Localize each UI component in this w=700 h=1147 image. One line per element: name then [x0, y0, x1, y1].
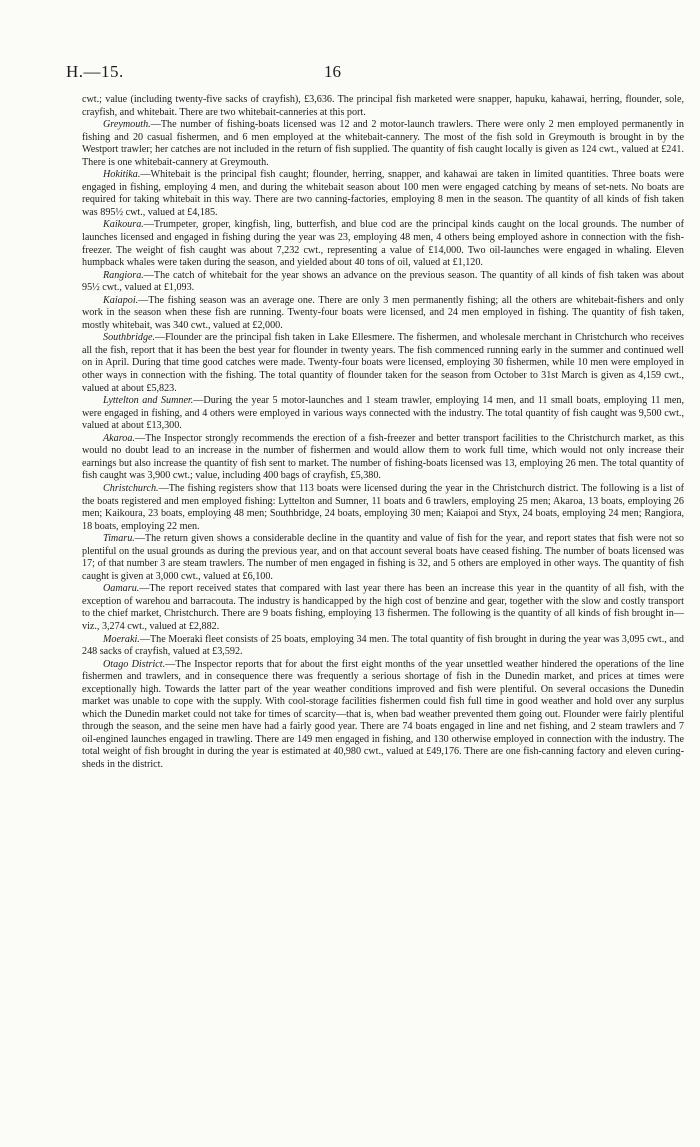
paragraph-text: —The return given shows a considerable decline in the quantity and value of fish for the year, and report states that fish were not so plentiful on the usual grounds as during the previous year, and on that account several boats have ceased fishing. The number of boats licensed was 17; of that number 3 are steam trawlers. The number of men engaged in fishing is 32, and 5 others are employed in other ways. The quantity of fish caught is given at 3,000 cwt., valued at £6,100.: [82, 533, 684, 582]
paragraph-lyttelton-sumner: [82, 395, 684, 433]
place-name: Oamaru.: [103, 583, 140, 595]
paragraph: [82, 94, 684, 119]
paragraph-text: —The Inspector strongly recommends the erection of a fish-freezer and better transport facilities to the Christchurch market, as this would no doubt lead to an increase in the number of fishermen and would allow them to work full time, which would not only increase their earnings but also increase the quantity of fish sent to market. The number of fishing-boats licensed was 13, employing 26 men. The total quantity of fish caught was 3,900 cwt.; value, including 400 bags of crayfish, £5,380.: [82, 432, 684, 482]
report-body: [82, 94, 684, 772]
paragraph-rangiora: [82, 270, 684, 295]
paragraph-text: —Trumpeter, groper, kingfish, ling, butterfish, and blue cod are the principal kinds caught on the local grounds. The number of launches licensed and engaged in fishing during the year was 23, employing 48 men, 4 others being employed ashore in connection with the fish-freezer. The weight of fish caught was about 7,232 cwt., representing a value of £14,000. Two oil-launches were engaged in whaling. Eleven humpback whales were taken during the season, and yielded about 40 tons of oil, valued at £1,120.: [82, 219, 684, 269]
paragraph-text: —Flounder are the principal fish taken in Lake Ellesmere. The fishermen, and wholesale merchant in Christchurch who receives all the fish, report that it has been the best year for flounder in twenty years. The fish commenced running early in the summer and continued well on in April. During that time good catches were made. Twenty-four boats were licensed, employing 30 fishermen, while 10 men were employed in other ways in connection with the fishing. The total quantity of flounder taken for the season from October to 31st March is given as 4,159 cwt., valued at about £5,823.: [82, 332, 684, 394]
place-name: Lyttelton and Sumner.: [103, 395, 194, 407]
paragraph-text: —During the year 5 motor-launches and 1 steam trawler, employing 14 men, and 11 small boats, employing 11 men, were engaged in fishing, and 4 others were employed in various ways connected with the industry. The total quantity of fish caught was 9,500 cwt., valued at about £13,300.: [82, 395, 684, 432]
place-name: Southbridge.: [103, 332, 156, 344]
paragraph-timaru: [82, 533, 684, 583]
place-name: Akaroa.: [103, 432, 135, 444]
paragraph-greymouth: [82, 119, 684, 169]
paragraph-text: —The catch of whitebait for the year shows an advance on the previous season. The quantity of all kinds of fish taken was about 95½ cwt., valued at £1,093.: [82, 269, 684, 294]
document-reference: H.—15.: [66, 62, 124, 81]
paragraph-moeraki: [82, 634, 684, 659]
place-name: Kaiapoi.: [103, 294, 139, 306]
place-name: Rangiora.: [103, 269, 144, 281]
place-name: Moeraki.: [103, 633, 140, 645]
place-name: Hokitika.: [103, 169, 141, 181]
page-header: [66, 62, 656, 84]
paragraph-otago-district: [82, 659, 684, 772]
paragraph-oamaru: [82, 583, 684, 633]
place-name: Christchurch.: [103, 482, 159, 494]
paragraph-kaikoura: [82, 219, 684, 269]
place-name: Timaru.: [103, 533, 135, 545]
paragraph-hokitika: [82, 169, 684, 219]
paragraph-text: —The Inspector reports that for about the first eight months of the year unsettled weather hindered the operations of the line fishermen and trawlers, and in consequence there was frequently a serious shortage of fish in the Dunedin market, and prices at times were exceptionally high. Towards the latter part of the year weather conditions improved and fish were plentiful. On several occasions the Dunedin market was unable to cope with the supply. With cool-storage facilities fishermen could fish full time in good weather and hold over any surplus which the Dunedin market could not take for times of scarcity—that is, when bad weather prevented them going out. Flounder were fairly plentiful through the season, and the seine men have had a fairly good year. There are 74 boats engaged in line and net fishing, and 2 steam trawlers and 7 oil-engined launches engaged in trawling. There are 149 men engaged in fishing, and 130 otherwise employed in connection with the industry. The total weight of fish brought in during the year is estimated at 40,980 cwt., valued at £49,176. There are one fish-canning factory and eleven curing-sheds in the district.: [82, 658, 684, 770]
paragraph-text: cwt.; value (including twenty-five sacks of crayfish), £3,636. The principal fish marketed were snapper, hapuku, kahawai, herring, flounder, sole, crayfish, and whitebait. There are two whitebait-canneries at this port.: [82, 94, 684, 118]
paragraph-text: —The fishing registers show that 113 boats were licensed during the year in the Christchurch district. The following is a list of the boats registered and men employed fishing: Lyttelton and Sumner, 11 boats and 6 trawlers, employing 25 men; Akaroa, 13 boats, employing 26 men; Kaikoura, 23 boats, employing 48 men; Southbridge, 24 boats, employing 30 men; Kaiapoi and Styx, 24 boats, employing 24 men; Rangiora, 18 boats, employing 22 men.: [82, 482, 684, 532]
paragraph-text: —Whitebait is the principal fish caught; flounder, herring, snapper, and kahawai are taken in limited quantities. Three boats were engaged in fishing, employing 4 men, and during the whitebait season about 100 men were engaged catching by means of set-nets. No boats are required for taking whitebait in this way. There are two canning-factories, employing 8 men in the season. The quantity of all kinds of fish taken was 895½ cwt., valued at £4,185.: [82, 169, 684, 218]
place-name: Kaikoura.: [103, 219, 144, 231]
paragraph-text: —The fishing season was an average one. There are only 3 men permanently fishing; all the others are whitebait-fishers and only work in the season when these fish are running. Twenty-four boats were licensed, and 24 men employed in fishing. The quantity of fish taken, mostly whitebait, was 340 cwt., valued at £2,000.: [82, 294, 684, 331]
paragraph-text: —The Moeraki fleet consists of 25 boats, employing 34 men. The total quantity of fish brought in during the year was 3,095 cwt., and 248 sacks of crayfish, valued at £3,592.: [82, 633, 684, 658]
paragraph-kaiapoi: [82, 295, 684, 333]
place-name: Greymouth.: [103, 119, 151, 131]
paragraph-text: —The number of fishing-boats licensed was 12 and 2 motor-launch trawlers. There were only 2 men employed permanently in fishing and 20 casual fishermen, and 6 men employed at the whitebait-cannery. The most of the fish sold in Greymouth is brought in by the Westport trawler; her catches are not included in the return of fish supplied. The quantity of fish caught locally is given as 124 cwt., valued at £241. There is one whitebait-cannery at Greymouth.: [82, 119, 684, 168]
paragraph-christchurch: [82, 483, 684, 533]
place-name: Otago District.: [103, 658, 166, 670]
paragraph-text: —The report received states that compared with last year there has been an increase this year in the quantity of all fish, with the exception of warehou and barracouta. The industry is handicapped by the high cost of benzine and gear, together with the slow and costly transport to the chief market, Christchurch. There are 9 boats fishing, employing 13 fishermen. The following is the quantity of all kinds of fish brought in—viz., 3,274 cwt., valued at £2,882.: [82, 583, 684, 632]
paragraph-southbridge: [82, 332, 684, 395]
paragraph-akaroa: [82, 433, 684, 483]
page-number: 16: [324, 62, 341, 81]
